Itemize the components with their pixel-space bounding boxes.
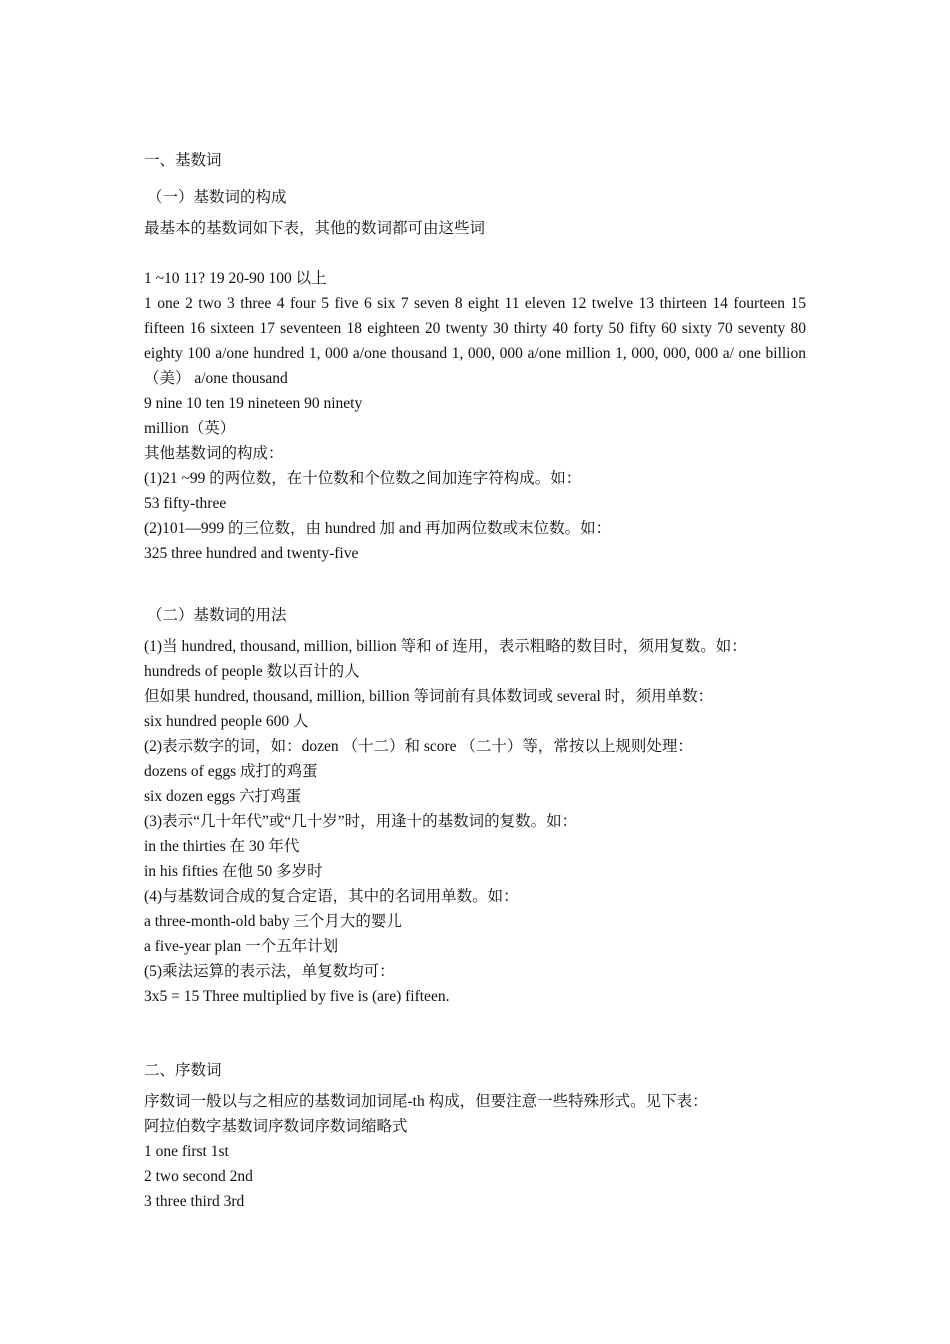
usage-line: (5)乘法运算的表示法，单复数均可：: [144, 963, 395, 980]
section-heading-cardinal: 一、基数词: [144, 152, 222, 169]
usage-line: a five-year plan 一个五年计划: [144, 938, 339, 955]
table-header-cardinal: 1 ~10 11? 19 20-90 100 以上: [144, 270, 327, 287]
document-page: [144, 148, 806, 1214]
usage-line: hundreds of people 数以百计的人: [144, 663, 360, 680]
table-line-nine: 9 nine 10 ten 19 nineteen 90 ninety: [144, 395, 363, 412]
subsection-heading-formation: （一）基数词的构成: [147, 189, 287, 206]
usage-line: dozens of eggs 成打的鸡蛋: [144, 763, 318, 780]
formation-intro: 最基本的基数词如下表，其他的数词都可由这些词: [144, 220, 486, 237]
usage-line: (4)与基数词合成的复合定语，其中的名词用单数。如：: [144, 888, 519, 905]
usage-line: 3x5 = 15 Three multiplied by five is (are) fifteen.: [144, 988, 450, 1005]
rule-three-digit: (2)101—999 的三位数，由 hundred 加 and 再加两位数或末位数。如：: [144, 520, 612, 537]
table-header-ordinal: 阿拉伯数字基数词序数词序数词缩略式: [144, 1118, 408, 1135]
ordinal-table-row: 1 one first 1st: [144, 1143, 229, 1160]
example-two-digit: 53 fifty-three: [144, 495, 227, 512]
usage-line: (2)表示数字的词，如：dozen （十二）和 score （二十）等，常按以上规则处理：: [144, 738, 693, 755]
section-heading-ordinal: 二、序数词: [144, 1062, 222, 1079]
usage-line: six hundred people 600 人: [144, 713, 309, 730]
usage-line: 但如果 hundred, thousand, million, billion 等词前有具体数词或 several 时，须用单数：: [144, 688, 714, 705]
usage-line: six dozen eggs 六打鸡蛋: [144, 788, 302, 805]
ordinal-table-row: 2 two second 2nd: [144, 1168, 253, 1185]
subsection-heading-usage: （二）基数词的用法: [147, 607, 287, 624]
example-three-digit: 325 three hundred and twenty-five: [144, 545, 359, 562]
table-body-cardinal: 1 one 2 two 3 three 4 four 5 five 6 six 7 seven 8 eight 11 eleven 12 twelve 13 thirteen 14 fourteen 15 fifteen 16 sixteen 17 seventeen 18 eighteen 20 twenty 30 thirty 40 forty 50 fifty 60 sixty 70 seventy 80 eighty 100 a/one hundred 1, 000 a/one thousand 1, 000, 000 a/one million 1, 000, 000, 000 a/ one billion （美） a/one thousand: [144, 295, 806, 387]
usage-line: (3)表示“几十年代”或“几十岁”时，用逢十的基数词的复数。如：: [144, 813, 578, 830]
ordinal-intro: 序数词一般以与之相应的基数词加词尾-th 构成，但要注意一些特殊形式。见下表：: [144, 1093, 708, 1110]
usage-line: in the thirties 在 30 年代: [144, 838, 300, 855]
usage-line: (1)当 hundred, thousand, million, billion 等和 of 连用，表示粗略的数目时，须用复数。如：: [144, 638, 747, 655]
ordinal-table-row: 3 three third 3rd: [144, 1193, 245, 1210]
table-line-million: million（英）: [144, 420, 236, 437]
other-formation-heading: 其他基数词的构成：: [144, 445, 284, 462]
usage-line: in his fifties 在他 50 多岁时: [144, 863, 323, 880]
rule-two-digit: (1)21 ~99 的两位数，在十位数和个位数之间加连字符构成。如：: [144, 470, 582, 487]
usage-line: a three-month-old baby 三个月大的婴儿: [144, 913, 402, 930]
